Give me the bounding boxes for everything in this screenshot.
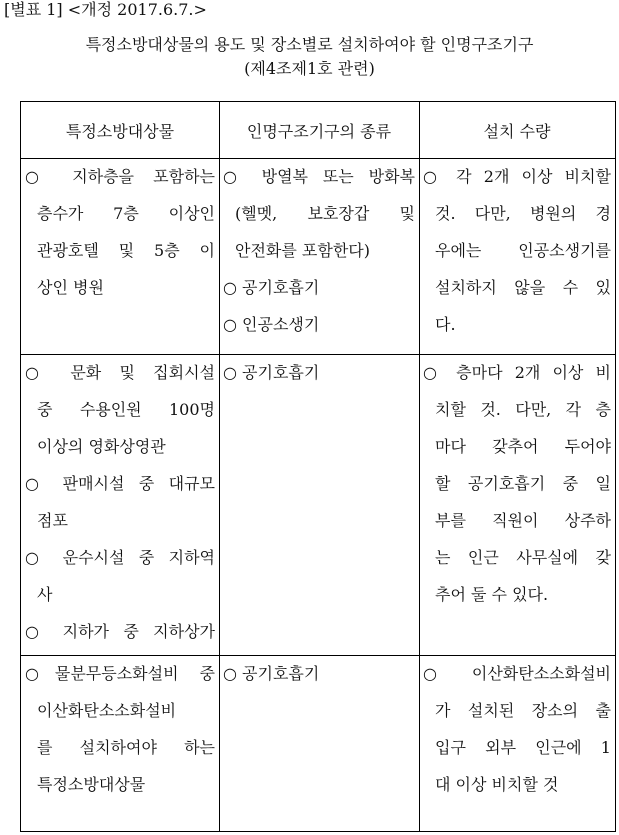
header-equipment-type: 인명구조기구의 종류 [246, 122, 392, 141]
table-cell-line: ○ 층마다 2개 이상 비 [423, 363, 611, 382]
table-cell-line: ○ 공기호흡기 [223, 363, 320, 382]
row3-target-object [21, 655, 219, 803]
table-cell-line: 입구 외부 인근에 1 [435, 738, 611, 757]
table-cell-line: 점포 [37, 511, 68, 530]
table-cell-line: 중 수용인원 100명 [37, 400, 215, 419]
rescue-equipment-table [20, 101, 616, 832]
row3-equipment-type [219, 655, 419, 692]
table-cell-line: ○ 문화 및 집회시설 [25, 363, 215, 382]
annex-header: [별표 1] <개정 2017.6.7.> [4, 0, 207, 19]
table-cell-line: 이상의 영화상영관 [37, 437, 166, 456]
table-cell-line: ○ 공기호흡기 [223, 278, 320, 297]
table-cell-line: ○ 인공소생기 [223, 315, 320, 334]
table-cell-line: 이산화탄소소화설비 [37, 701, 177, 720]
table-cell-line: 우에는 인공소생기를 [435, 241, 611, 260]
table-cell-line: ○물분무등소화설비 중 [25, 664, 215, 683]
row2-equipment-type [219, 354, 419, 391]
table-cell-line: ○ 판매시설 중 대규모 [25, 474, 215, 493]
table-cell-line: ○ 이산화탄소소화설비 [423, 664, 611, 683]
table-cell-line: 사 [37, 585, 53, 604]
row1-equipment-type [219, 158, 419, 343]
table-cell-line: 치할 것. 다만, 각 층 [435, 400, 611, 419]
table-cell-line: ○ 각 2개 이상 비치할 [423, 167, 611, 186]
table-cell-line: ○ 방열복 또는 방화복 [223, 167, 415, 186]
table-cell-line: 대 이상 비치할 것 [435, 775, 559, 794]
document-subtitle: (제4조제1호 관련) [244, 59, 375, 78]
table-cell-line: 할 공기호흡기 중 일 [435, 474, 611, 493]
table-cell-line: 설치하지 않을 수 있 [435, 278, 611, 297]
row2-install-quantity [419, 354, 615, 613]
table-cell-line: 추어 둘 수 있다. [435, 585, 549, 604]
table-cell-line: 는 인근 사무실에 갖 [435, 548, 611, 567]
table-cell-line: 관광호텔 및 5층 이 [37, 241, 215, 260]
table-cell-line: 안전화를 포함한다) [235, 241, 370, 260]
row2-target-object [21, 354, 219, 650]
table-cell-line: 층수가 7층 이상인 [37, 204, 215, 223]
row3-install-quantity [419, 655, 615, 803]
table-cell-line: ○ 운수시설 중 지하역 [25, 548, 215, 567]
table-cell-line: ○ 지하가 중 지하상가 [25, 622, 215, 641]
table-cell-line: 다. [435, 315, 456, 334]
table-cell-line: ○ 지하층을 포함하는 [25, 167, 215, 186]
row1-install-quantity [419, 158, 615, 343]
row1-target-object [21, 158, 219, 306]
document-title: 특정소방대상물의 용도 및 장소별로 설치하여야 할 인명구조기구 [85, 35, 534, 54]
table-cell-line: 마다 갖추어 두어야 [435, 437, 611, 456]
table-cell-line: 부를 직원이 상주하 [435, 511, 611, 530]
header-install-quantity: 설치 수량 [483, 122, 551, 141]
table-cell-line: ○ 공기호흡기 [223, 664, 320, 683]
header-target-object: 특정소방대상물 [65, 122, 175, 141]
table-cell-line: (헬멧, 보호장갑 및 [235, 204, 415, 223]
table-cell-line: 특정소방대상물 [37, 775, 146, 794]
table-cell-line: 것. 다만, 병원의 경 [435, 204, 611, 223]
table-cell-line: 상인 병원 [37, 278, 104, 297]
table-cell-line: 를 설치하여야 하는 [37, 738, 215, 757]
table-cell-line: 가 설치된 장소의 출 [435, 701, 611, 720]
